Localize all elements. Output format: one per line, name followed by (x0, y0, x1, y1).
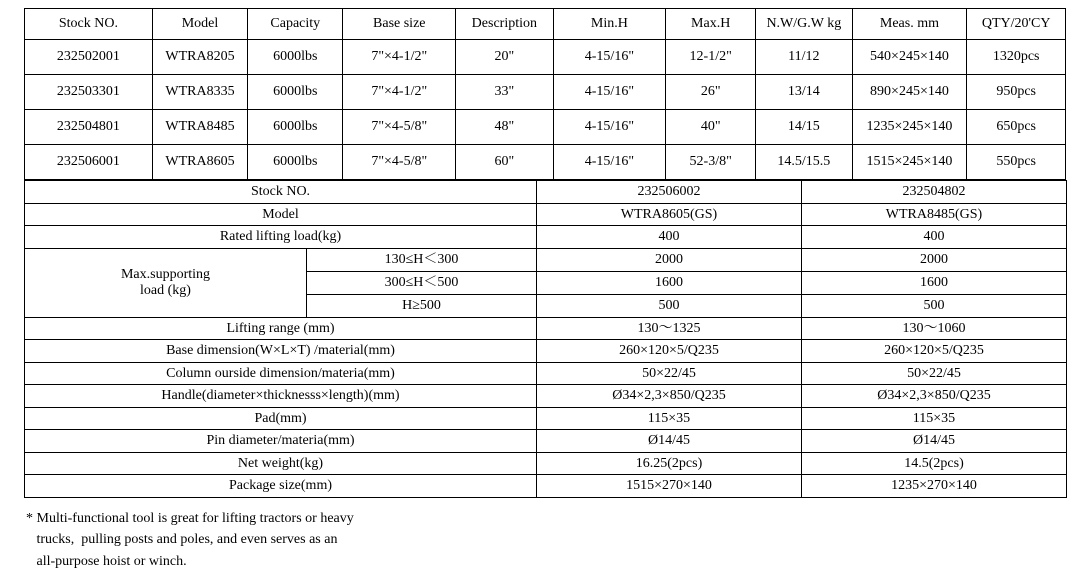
column-header-nw-gw: N.W/G.W kg (756, 9, 852, 40)
spec-sub-label: H≥500 (307, 294, 537, 317)
spec-row-column-outside-dimension (25, 362, 1067, 385)
cell-meas: 1515×245×140 (852, 145, 967, 180)
spec-value-col1: 115×35 (537, 407, 802, 430)
cell-description: 60" (456, 145, 553, 180)
spec-value-col1: WTRA8605(GS) (537, 203, 802, 226)
detailed-specs-table (24, 180, 1067, 498)
product-variants-table (24, 8, 1066, 180)
spec-value-col2: 1600 (802, 271, 1067, 294)
spec-label: Base dimension(W×L×T) /material(mm) (25, 340, 537, 363)
spec-label: Column ourside dimension/materia(mm) (25, 362, 537, 385)
spec-row-max-supporting-load-1 (25, 248, 1067, 271)
table-row (25, 75, 1066, 110)
spec-row-package-size (25, 475, 1067, 498)
cell-model: WTRA8485 (152, 110, 247, 145)
column-header-description: Description (456, 9, 553, 40)
cell-min-h: 4-15/16" (553, 145, 666, 180)
cell-capacity: 6000lbs (248, 40, 343, 75)
spec-row-pad (25, 407, 1067, 430)
spec-label: Pin diameter/materia(mm) (25, 430, 537, 453)
spec-value-col2: Ø34×2,3×850/Q235 (802, 385, 1067, 408)
column-header-meas: Meas. mm (852, 9, 967, 40)
max-supporting-load-line2: load (kg) (140, 282, 191, 298)
spec-value-col1: 16.25(2pcs) (537, 452, 802, 475)
cell-qty: 650pcs (967, 110, 1066, 145)
spec-value-col1: 130～1325 (537, 317, 802, 340)
footnote-line-1: * Multi-functional tool is great for lifting tractors or heavy (26, 510, 354, 526)
cell-base-size: 7"×4-5/8" (343, 145, 456, 180)
spec-value-col1: 400 (537, 226, 802, 249)
spec-label: Net weight(kg) (25, 452, 537, 475)
spec-label: Stock NO. (25, 181, 537, 204)
spec-value-col1: 260×120×5/Q235 (537, 340, 802, 363)
spec-sub-label: 130≤H＜300 (307, 248, 537, 271)
footnote (24, 508, 1073, 573)
spec-value-col2: WTRA8485(GS) (802, 203, 1067, 226)
cell-max-h: 26" (666, 75, 756, 110)
cell-qty: 950pcs (967, 75, 1066, 110)
column-header-capacity: Capacity (248, 9, 343, 40)
cell-base-size: 7"×4-5/8" (343, 110, 456, 145)
spec-value-col2: 50×22/45 (802, 362, 1067, 385)
spec-value-col1: Ø14/45 (537, 430, 802, 453)
spec-row-base-dimension (25, 340, 1067, 363)
spec-value-col2: 400 (802, 226, 1067, 249)
spec-row-net-weight (25, 452, 1067, 475)
cell-model: WTRA8205 (152, 40, 247, 75)
spec-value-col2: 115×35 (802, 407, 1067, 430)
cell-description: 33" (456, 75, 553, 110)
spec-row-pin-diameter (25, 430, 1067, 453)
cell-model: WTRA8335 (152, 75, 247, 110)
cell-stock-no: 232504801 (25, 110, 153, 145)
cell-stock-no: 232502001 (25, 40, 153, 75)
spec-value-col1: 232506002 (537, 181, 802, 204)
spec-label: Package size(mm) (25, 475, 537, 498)
cell-max-h: 52-3/8" (666, 145, 756, 180)
spec-row-lifting-range (25, 317, 1067, 340)
column-header-stock-no: Stock NO. (25, 9, 153, 40)
column-header-base-size: Base size (343, 9, 456, 40)
cell-base-size: 7"×4-1/2" (343, 40, 456, 75)
spec-value-col2: 2000 (802, 248, 1067, 271)
spec-label-max-supporting-load (25, 248, 307, 317)
spec-label: Lifting range (mm) (25, 317, 537, 340)
spec-value-col1: Ø34×2,3×850/Q235 (537, 385, 802, 408)
spec-value-col2: 260×120×5/Q235 (802, 340, 1067, 363)
spec-value-col2: 232504802 (802, 181, 1067, 204)
cell-nw-gw: 11/12 (756, 40, 852, 75)
spec-value-col1: 50×22/45 (537, 362, 802, 385)
spec-label: Rated lifting load(kg) (25, 226, 537, 249)
cell-stock-no: 232503301 (25, 75, 153, 110)
cell-nw-gw: 14/15 (756, 110, 852, 145)
spec-row-stock-no (25, 181, 1067, 204)
footnote-line-2: trucks, pulling posts and poles, and even serves as an (26, 532, 338, 548)
table-row (25, 40, 1066, 75)
spec-label: Model (25, 203, 537, 226)
spec-value-col2: 500 (802, 294, 1067, 317)
column-header-qty: QTY/20'CY (967, 9, 1066, 40)
cell-capacity: 6000lbs (248, 110, 343, 145)
cell-max-h: 12-1/2" (666, 40, 756, 75)
spec-value-col2: Ø14/45 (802, 430, 1067, 453)
spec-value-col1: 500 (537, 294, 802, 317)
spec-row-handle (25, 385, 1067, 408)
spec-value-col1: 2000 (537, 248, 802, 271)
table-header-row (25, 9, 1066, 40)
spec-value-col2: 130～1060 (802, 317, 1067, 340)
cell-capacity: 6000lbs (248, 145, 343, 180)
spec-row-model (25, 203, 1067, 226)
cell-min-h: 4-15/16" (553, 110, 666, 145)
cell-meas: 890×245×140 (852, 75, 967, 110)
cell-min-h: 4-15/16" (553, 40, 666, 75)
spec-value-col1: 1600 (537, 271, 802, 294)
cell-meas: 540×245×140 (852, 40, 967, 75)
cell-description: 20" (456, 40, 553, 75)
cell-qty: 1320pcs (967, 40, 1066, 75)
cell-min-h: 4-15/16" (553, 75, 666, 110)
table-row (25, 145, 1066, 180)
column-header-model: Model (152, 9, 247, 40)
column-header-max-h: Max.H (666, 9, 756, 40)
cell-max-h: 40" (666, 110, 756, 145)
spec-label: Handle(diameter×thicknesss×length)(mm) (25, 385, 537, 408)
spec-sub-label: 300≤H＜500 (307, 271, 537, 294)
column-header-min-h: Min.H (553, 9, 666, 40)
spec-value-col2: 14.5(2pcs) (802, 452, 1067, 475)
table-row (25, 110, 1066, 145)
footnote-line-3: all-purpose hoist or winch. (26, 553, 187, 569)
cell-meas: 1235×245×140 (852, 110, 967, 145)
cell-base-size: 7"×4-1/2" (343, 75, 456, 110)
spec-label: Pad(mm) (25, 407, 537, 430)
cell-stock-no: 232506001 (25, 145, 153, 180)
cell-capacity: 6000lbs (248, 75, 343, 110)
spec-value-col2: 1235×270×140 (802, 475, 1067, 498)
cell-nw-gw: 14.5/15.5 (756, 145, 852, 180)
cell-nw-gw: 13/14 (756, 75, 852, 110)
cell-qty: 550pcs (967, 145, 1066, 180)
cell-description: 48" (456, 110, 553, 145)
cell-model: WTRA8605 (152, 145, 247, 180)
spec-value-col1: 1515×270×140 (537, 475, 802, 498)
max-supporting-load-line1: Max.supporting (120, 267, 211, 283)
spec-row-rated-lifting-load (25, 226, 1067, 249)
